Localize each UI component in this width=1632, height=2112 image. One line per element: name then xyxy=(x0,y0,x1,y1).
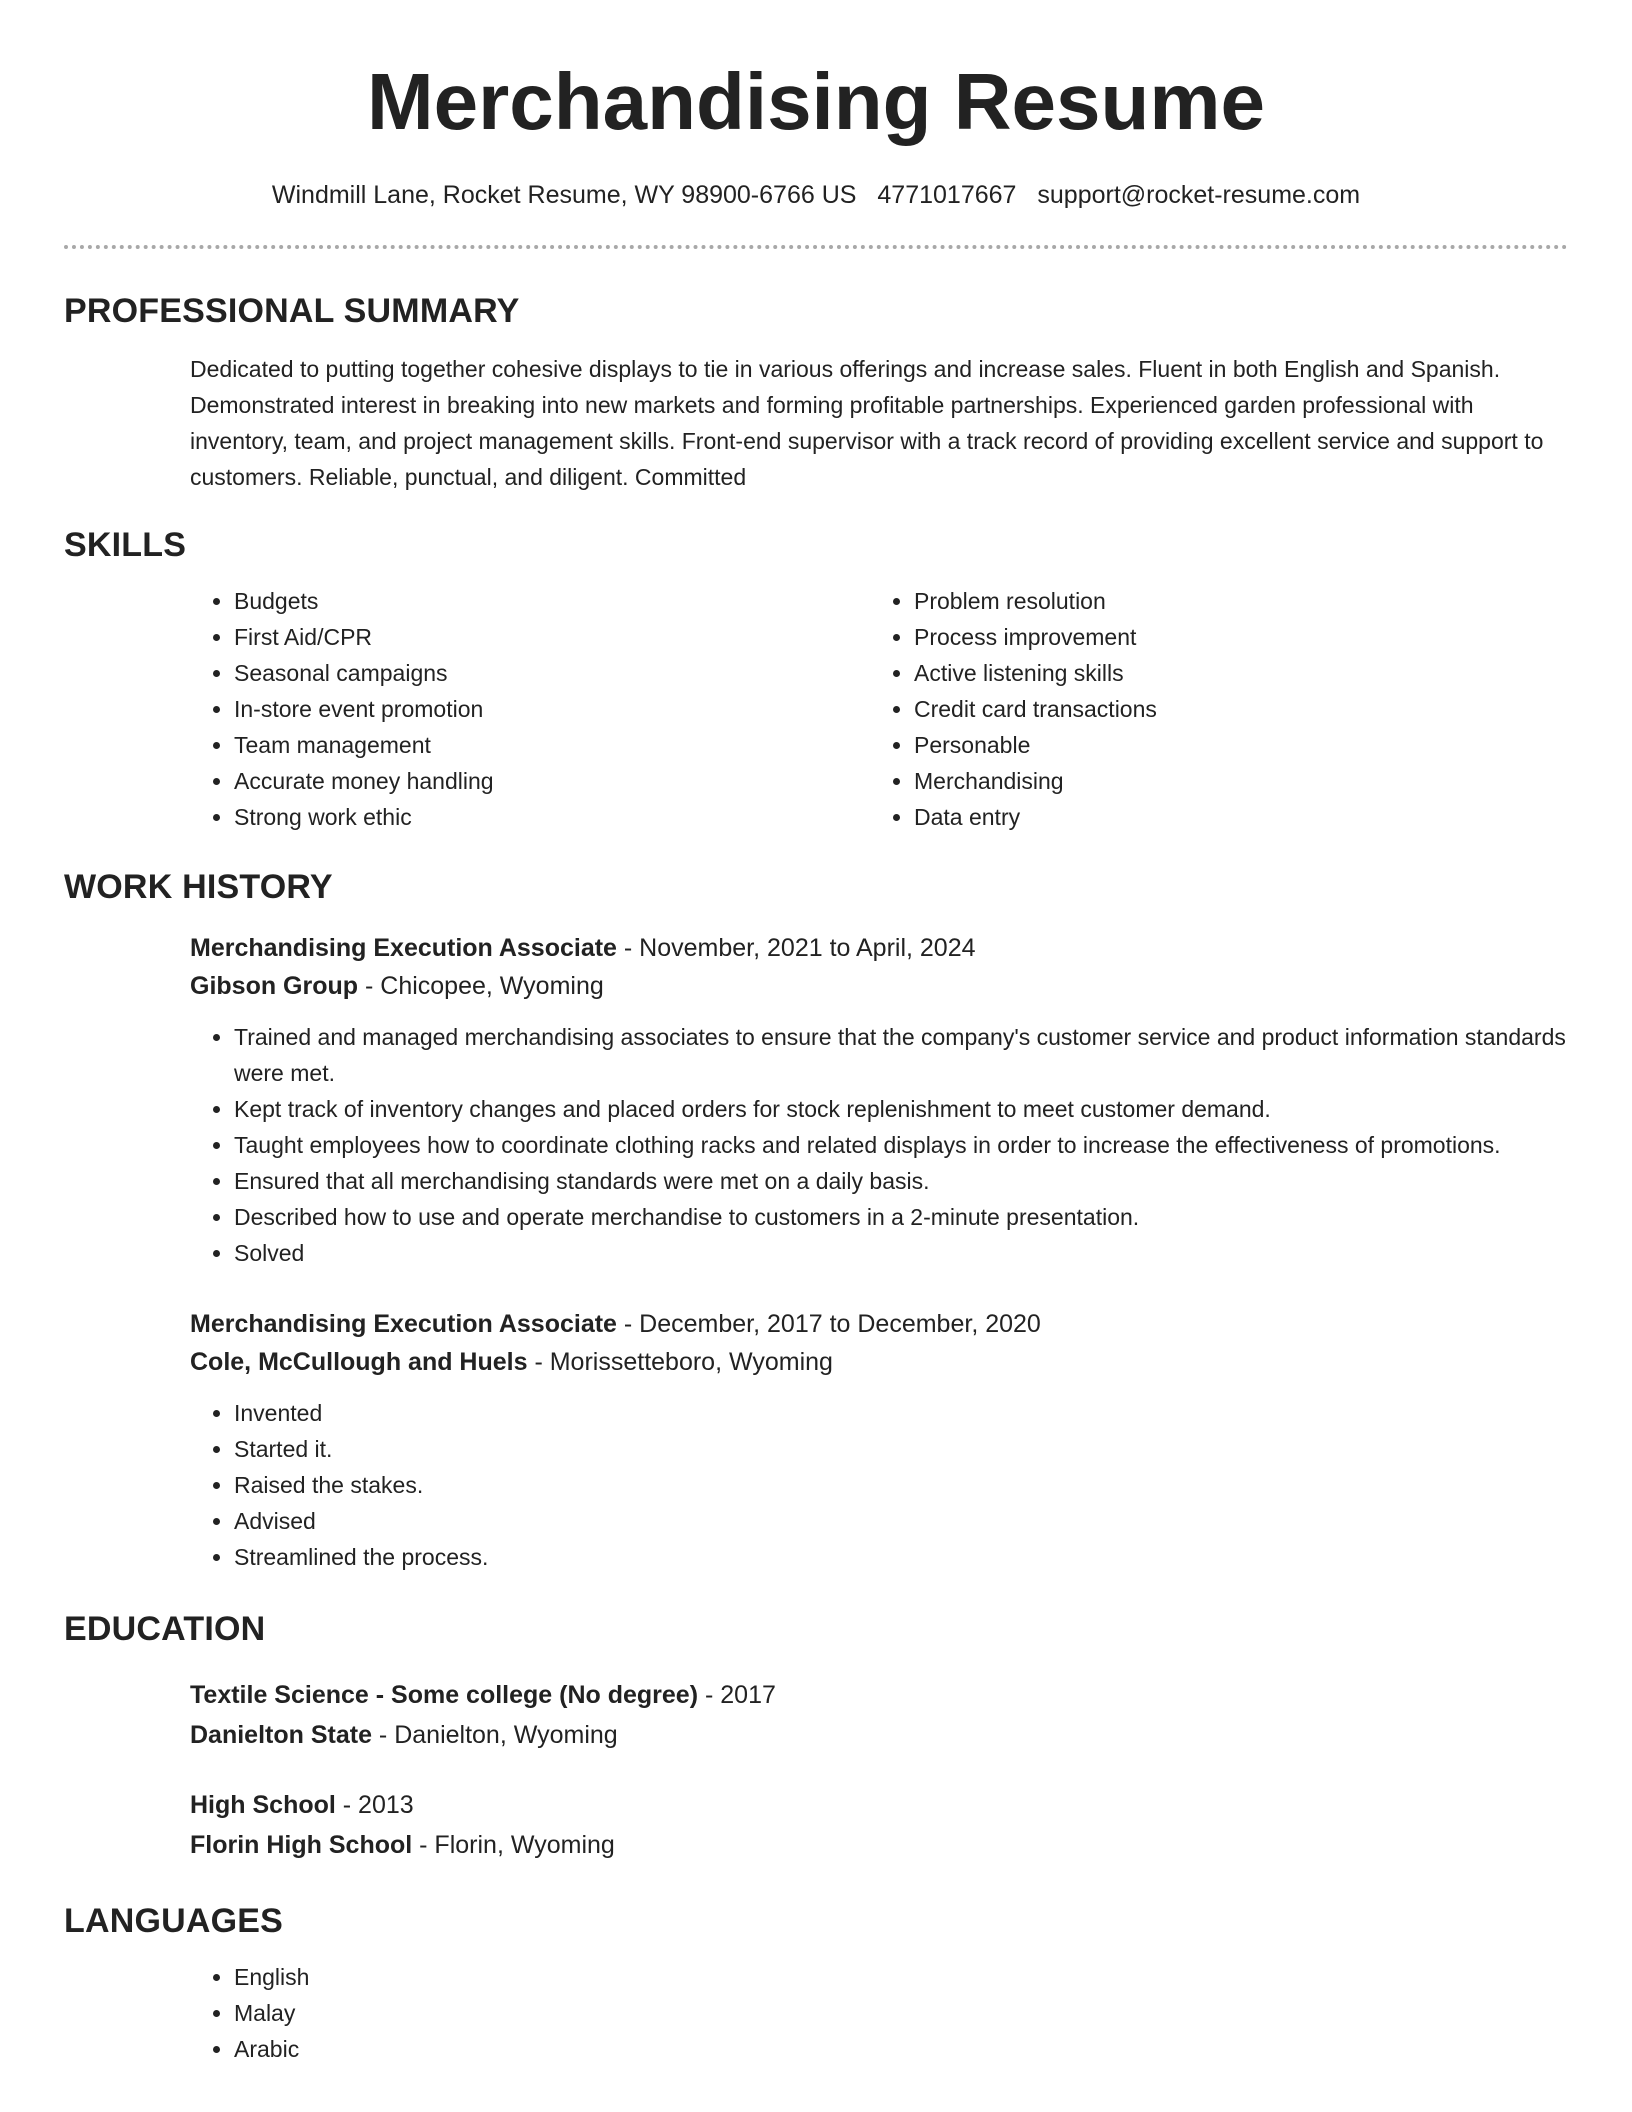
work-history-heading: WORK HISTORY xyxy=(64,868,333,906)
skill-item: • In-store event promotion xyxy=(234,691,870,727)
job-company-line xyxy=(190,967,1568,1005)
skill-item: • Accurate money handling xyxy=(234,763,870,799)
summary-text: Dedicated to putting together cohesive displays to tie in various offerings and increase sales. Fluent in both English and Spanish. Demonstrated interest in breaking into new markets and forming profitable partnerships. Experienced garden professional with inventory, team, and project management skills. Front-end supervisor with a track record of providing excellent service and support to customers. Reliable, punctual, and diligent. Committed xyxy=(190,356,1544,490)
job-bullet: • Trained and managed merchandising associates to ensure that the company's customer service and product information standards were met. xyxy=(234,1019,1568,1091)
job-bullet: • Invented xyxy=(234,1395,1568,1431)
summary-section xyxy=(64,289,1568,495)
education-degree-line xyxy=(190,1675,1568,1715)
education-degree-line xyxy=(190,1785,1568,1825)
job-location: - Chicopee, Wyoming xyxy=(358,972,604,1000)
language-item: • Arabic xyxy=(234,2031,1568,2067)
summary-heading: PROFESSIONAL SUMMARY xyxy=(64,292,520,330)
job-title-line xyxy=(190,929,1568,967)
education-entry xyxy=(190,1675,1568,1755)
job-company-line xyxy=(190,1343,1568,1381)
job-title: Merchandising Execution Associate xyxy=(190,1310,617,1338)
job-bullet: • Advised xyxy=(234,1503,1568,1539)
education-year: - 2013 xyxy=(335,1791,414,1819)
job-bullet: • Described how to use and operate merchandise to customers in a 2-minute presentation. xyxy=(234,1199,1568,1235)
education-entry xyxy=(190,1785,1568,1865)
education-location: - Danielton, Wyoming xyxy=(371,1721,618,1749)
skill-item: • Data entry xyxy=(914,799,1550,835)
skills-heading: SKILLS xyxy=(64,526,187,564)
job-company: Cole, McCullough and Huels xyxy=(190,1348,528,1376)
languages-list xyxy=(190,1959,1568,2067)
job-bullet: • Started it. xyxy=(234,1431,1568,1467)
job-company: Gibson Group xyxy=(190,972,359,1000)
skill-item: • Seasonal campaigns xyxy=(234,655,870,691)
education-year: - 2017 xyxy=(698,1681,776,1709)
languages-content xyxy=(190,1959,1568,2067)
job-bullet: • Raised the stakes. xyxy=(234,1467,1568,1503)
resume-header xyxy=(0,0,1632,212)
education-degree: Textile Science - Some college (No degree) xyxy=(190,1681,699,1709)
job-location: - Morissetteboro, Wyoming xyxy=(527,1348,833,1376)
contact-email: support@rocket-resume.com xyxy=(1037,181,1361,209)
job-bullets xyxy=(190,1395,1568,1575)
job-bullets xyxy=(190,1019,1568,1271)
contact-phone: 4771017667 xyxy=(877,181,1017,209)
header-divider xyxy=(64,245,1568,249)
skill-item: • Personable xyxy=(914,727,1550,763)
contact-line xyxy=(0,178,1632,212)
work-history-section xyxy=(64,865,1568,1575)
skill-item: • Budgets xyxy=(234,583,870,619)
job-bullet: • Streamlined the process. xyxy=(234,1539,1568,1575)
skills-section xyxy=(64,523,1568,835)
skills-column-left xyxy=(190,583,870,835)
education-heading: EDUCATION xyxy=(64,1610,266,1648)
job-entry xyxy=(190,929,1568,1271)
job-title-line xyxy=(190,1305,1568,1343)
languages-section xyxy=(64,1899,1568,2067)
resume-title: Merchandising Resume xyxy=(366,57,1265,146)
language-item: • English xyxy=(234,1959,1568,1995)
skills-grid xyxy=(190,583,1568,835)
education-degree: High School xyxy=(190,1791,336,1819)
education-section xyxy=(64,1607,1568,1865)
skills-list-right xyxy=(870,583,1550,835)
skills-column-right xyxy=(870,583,1550,835)
job-bullet: • Taught employees how to coordinate clothing racks and related displays in order to increase the effectiveness of promotions. xyxy=(234,1127,1568,1163)
job-dates: - November, 2021 to April, 2024 xyxy=(616,934,976,962)
skill-item: • Strong work ethic xyxy=(234,799,870,835)
skill-item: • Credit card transactions xyxy=(914,691,1550,727)
languages-heading: LANGUAGES xyxy=(64,1902,284,1940)
skill-item: • Problem resolution xyxy=(914,583,1550,619)
skill-item: • Process improvement xyxy=(914,619,1550,655)
skills-list-left xyxy=(190,583,870,835)
skill-item: • First Aid/CPR xyxy=(234,619,870,655)
skill-item: • Active listening skills xyxy=(914,655,1550,691)
job-dates: - December, 2017 to December, 2020 xyxy=(616,1310,1041,1338)
job-bullet: • Ensured that all merchandising standards were met on a daily basis. xyxy=(234,1163,1568,1199)
education-school: Florin High School xyxy=(190,1831,413,1859)
education-school: Danielton State xyxy=(190,1721,372,1749)
job-bullet: • Solved xyxy=(234,1235,1568,1271)
job-title: Merchandising Execution Associate xyxy=(190,934,617,962)
education-school-line xyxy=(190,1825,1568,1865)
education-location: - Florin, Wyoming xyxy=(412,1831,615,1859)
contact-address: Windmill Lane, Rocket Resume, WY 98900-6766 US xyxy=(271,181,857,209)
skill-item: • Merchandising xyxy=(914,763,1550,799)
job-bullet: • Kept track of inventory changes and placed orders for stock replenishment to meet customer demand. xyxy=(234,1091,1568,1127)
language-item: • Malay xyxy=(234,1995,1568,2031)
job-entry xyxy=(190,1305,1568,1575)
skill-item: • Team management xyxy=(234,727,870,763)
education-school-line xyxy=(190,1715,1568,1755)
